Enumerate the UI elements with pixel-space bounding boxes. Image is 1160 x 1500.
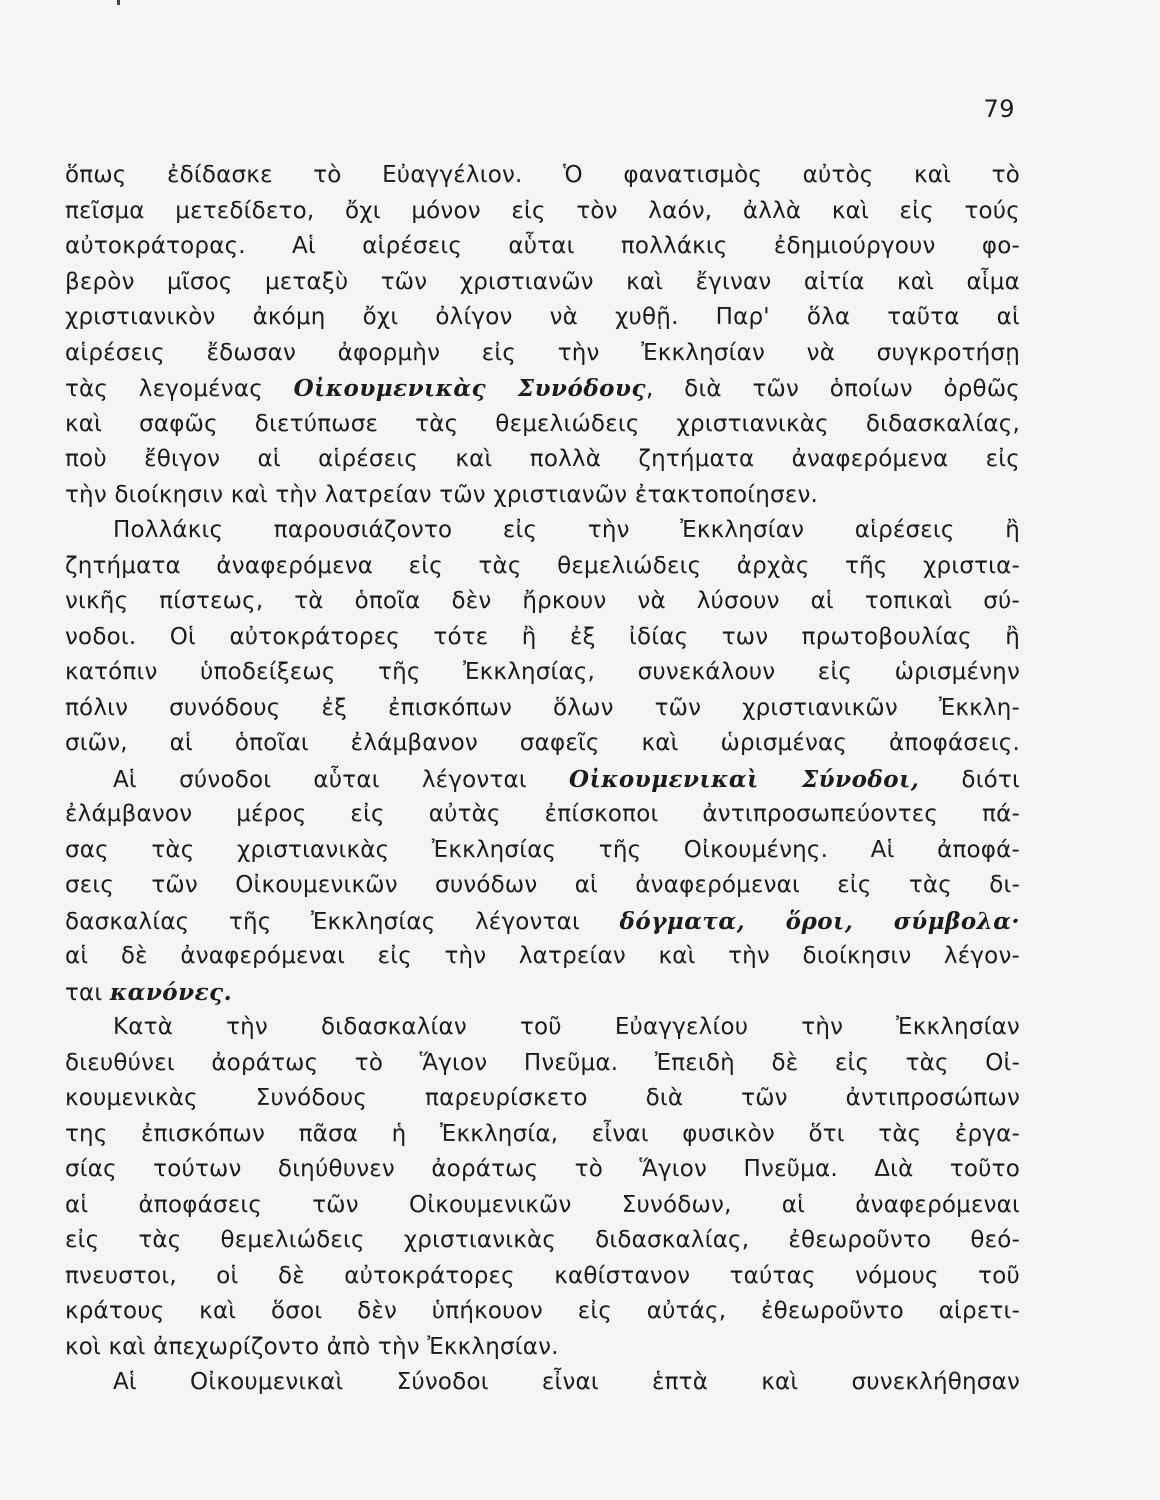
text-line [65,1294,1020,1330]
line-text: ται [65,979,110,1006]
line-text: σιῶν, αἱ ὁποῖαι ἐλάμβανον σαφεῖς καὶ ὡρισμένας ἀποφάσεις. [65,730,1020,756]
line-text: πεῖσμα μετεδίδετο, ὄχι μόνον εἰς τὸν λαόν, ἀλλὰ καὶ εἰς τούς [65,197,1020,224]
line-text: πόλιν συνόδους ἐξ ἐπισκόπων ὅλων τῶν χριστιανικῶν Ἐκκλη- [65,694,1020,721]
text-line [65,1259,1020,1295]
line-text: ζητήματα ἀναφερόμενα εἰς τὰς θεμελιώδεις ἀρχὰς τῆς χριστια- [65,552,1020,579]
line-text: νοδοι. Οἱ αὐτοκράτορες τότε ἢ ἐξ ἰδίας των πρωτοβουλίας ἢ [65,623,1020,650]
text-line [65,691,1020,727]
line-text: τὴν διοίκησιν καὶ τὴν λατρείαν τῶν χριστιανῶν ἐτακτοποίησεν. [65,481,819,508]
line-text: αἱ δὲ ἀναφερόμεναι εἰς τὴν λατρείαν καὶ τὴν διοίκησιν λέγον- [65,943,1020,969]
text-line [65,1152,1020,1188]
text-line [65,513,1020,549]
line-text: κράτους καὶ ὅσοι δὲν ὑπήκουον εἰς αὐτάς, ἐθεωροῦντο αἱρετι- [65,1298,1020,1324]
text-line [65,194,1020,230]
text-line [65,1117,1020,1153]
line-text: Κατὰ τὴν διδασκαλίαν τοῦ Εὐαγγελίου τὴν Ἐκκλησίαν [113,1014,1020,1040]
text-line [65,371,1020,407]
text-line [65,300,1020,336]
line-text-after: διότι [919,766,1020,793]
line-text: ἐλάμβανον μέρος εἰς αὐτὰς ἐπίσκοποι ἀντιπροσωπεύοντες πά- [65,801,1020,827]
emphasized-term: Οἰκουμενικαὶ Σύνοδοι, [569,765,920,793]
text-line [65,549,1020,585]
line-text: αἱ ἀποφάσεις τῶν Οἰκουμενικῶν Συνόδων, αἱ ἀναφερόμεναι [65,1191,1020,1218]
text-line [65,797,1020,833]
line-text: κουμενικὰς Συνόδους παρευρίσκετο διὰ τῶν ἀντιπροσώπων [65,1085,1020,1111]
text-line [65,620,1020,656]
text-line [65,1365,1020,1401]
line-text: της ἐπισκόπων πᾶσα ἡ Ἐκκλησία, εἶναι φυσικὸν ὅτι τὰς ἐργα- [65,1120,1020,1147]
text-line [65,833,1020,869]
text-line [65,1223,1020,1259]
line-text: κατόπιν ὑποδείξεως τῆς Ἐκκλησίας, συνεκάλουν εἰς ὡρισμένην [65,659,1020,685]
line-text: Πολλάκις παρουσιάζοντο εἰς τὴν Ἐκκλησίαν αἱρέσεις ἢ [113,517,1020,543]
emphasized-term: Οἰκουμενικὰς Συνόδους [293,375,646,402]
text-line [65,1010,1020,1046]
line-text: καὶ σαφῶς διετύπωσε τὰς θεμελιώδεις χριστιανικὰς διδασκαλίας, [65,410,1020,437]
line-text: τὰς λεγομένας [65,376,294,402]
text-line [65,762,1020,798]
text-line [65,975,1020,1011]
emphasized-term: δόγματα, ὅροι, σύμβολα· [619,907,1020,935]
line-text: νικῆς πίστεως, τὰ ὁποῖα δὲν ἤρκουν νὰ λύσουν αἱ τοπικαὶ σύ- [65,588,1020,614]
text-line [65,229,1020,265]
text-line [65,442,1020,478]
text-line [65,584,1020,620]
text-line [65,407,1020,443]
emphasized-term: κανόνες. [109,978,233,1006]
page-number: 79 [983,95,1015,123]
text-line [65,655,1020,691]
body-text [65,158,1020,1401]
line-text: Αἱ Οἰκουμενικαὶ Σύνοδοι εἶναι ἑπτὰ καὶ συνεκλήθησαν [113,1369,1020,1395]
scan-speck [117,0,120,5]
text-line [65,726,1020,762]
line-text: αἱρέσεις ἔδωσαν ἀφορμὴν εἰς τὴν Ἐκκλησίαν νὰ συγκροτήσῃ [65,339,1020,366]
text-line [65,939,1020,975]
text-line [65,1330,1020,1366]
line-text: ποὺ ἔθιγον αἱ αἱρέσεις καὶ πολλὰ ζητήματα ἀναφερόμενα εἰς [65,446,1020,472]
line-text: ὅπως ἐδίδασκε τὸ Εὐαγγέλιον. Ὁ φανατισμὸς αὐτὸς καὶ τὸ [65,162,1020,188]
text-line [65,265,1020,301]
line-text: χριστιανικὸν ἀκόμη ὄχι ὀλίγον νὰ χυθῇ. Παρ' ὅλα ταῦτα αἱ [65,304,1020,330]
text-line [65,336,1020,372]
text-line [65,904,1020,940]
line-text: Αἱ σύνοδοι αὗται λέγονται [113,766,570,793]
line-text: αὐτοκράτορας. Αἱ αἱρέσεις αὗται πολλάκις ἐδημιούργουν φο- [65,233,1020,259]
line-text: βερὸν μῖσος μεταξὺ τῶν χριστιανῶν καὶ ἔγιναν αἰτία καὶ αἷμα [65,268,1020,295]
text-line [65,478,1020,514]
text-line [65,1188,1020,1224]
line-text: κοὶ καὶ ἀπεχωρίζοντο ἀπὸ τὴν Ἐκκλησίαν. [65,1333,559,1360]
text-line [65,1081,1020,1117]
text-line [65,1046,1020,1082]
line-text: εἰς τὰς θεμελιώδεις χριστιανικὰς διδασκαλίας, ἐθεωροῦντο θεό- [65,1227,1020,1253]
line-text: σίας τούτων διηύθυνεν ἀοράτως τὸ Ἅγιον Πνεῦμα. Διὰ τοῦτο [65,1156,1020,1182]
text-line [65,868,1020,904]
line-text: σας τὰς χριστιανικὰς Ἐκκλησίας τῆς Οἰκουμένης. Αἱ ἀποφά- [65,836,1020,863]
line-text: πνευστοι, οἱ δὲ αὐτοκράτορες καθίστανον ταύτας νόμους τοῦ [65,1262,1020,1289]
line-text-after: , διὰ τῶν ὁποίων ὀρθῶς [645,376,1020,402]
text-line [65,158,1020,194]
line-text: σεις τῶν Οἰκουμενικῶν συνόδων αἱ ἀναφερόμεναι εἰς τὰς δι- [65,872,1020,898]
line-text: δασκαλίας τῆς Ἐκκλησίας λέγονται [65,908,620,935]
line-text: διευθύνει ἀοράτως τὸ Ἅγιον Πνεῦμα. Ἐπειδὴ δὲ εἰς τὰς Οἰ- [65,1049,1020,1076]
